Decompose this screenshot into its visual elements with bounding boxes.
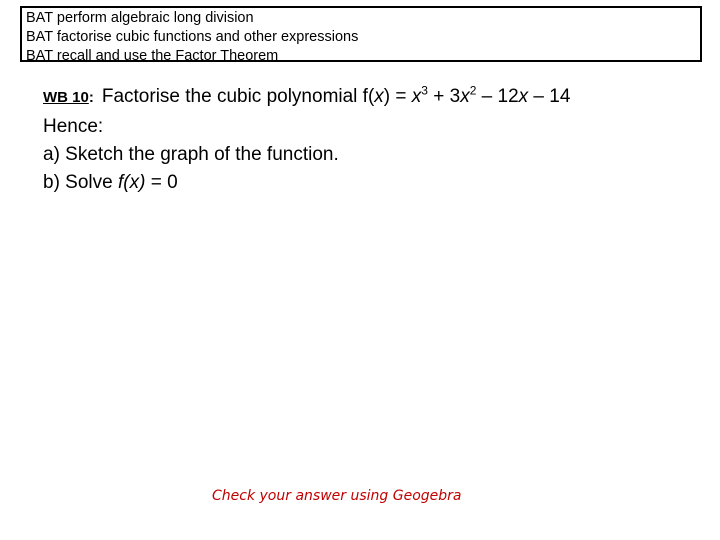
worked-example-colon: : bbox=[88, 89, 94, 106]
question-variable: x bbox=[460, 86, 470, 107]
question-mid: ) = bbox=[383, 86, 412, 107]
question-variable: x bbox=[374, 86, 384, 107]
objective-1: BAT perform algebraic long division bbox=[26, 10, 254, 26]
question-exponent: 3 bbox=[421, 83, 428, 98]
part-b-function: f(x) bbox=[117, 172, 146, 193]
hence-label: Hence: bbox=[43, 116, 104, 137]
question-variable: x bbox=[518, 86, 529, 107]
question-mid: – 12 bbox=[476, 86, 519, 107]
question-variable: x bbox=[411, 86, 422, 107]
objective-2: BAT factorise cubic functions and other expressions bbox=[26, 29, 359, 45]
worked-example-label: WB 10 bbox=[43, 89, 89, 106]
check-answer-note: Check your answer using Geogebra bbox=[212, 488, 462, 504]
part-b-suffix: = 0 bbox=[145, 172, 178, 193]
objective-3: BAT recall and use the Factor Theorem bbox=[26, 48, 279, 64]
question-mid: + 3 bbox=[427, 86, 461, 107]
question-text bbox=[101, 83, 571, 107]
question-exponent: 2 bbox=[469, 83, 477, 98]
learning-objectives-box bbox=[20, 6, 702, 62]
part-a-text: a) Sketch the graph of the function. bbox=[43, 144, 339, 165]
question-prefix: Factorise the cubic polynomial f( bbox=[101, 86, 375, 107]
question-suffix: – 14 bbox=[528, 86, 571, 107]
worked-example-question bbox=[43, 84, 570, 111]
part-b-prefix: b) Solve bbox=[43, 172, 118, 193]
part-b-text bbox=[43, 170, 178, 196]
